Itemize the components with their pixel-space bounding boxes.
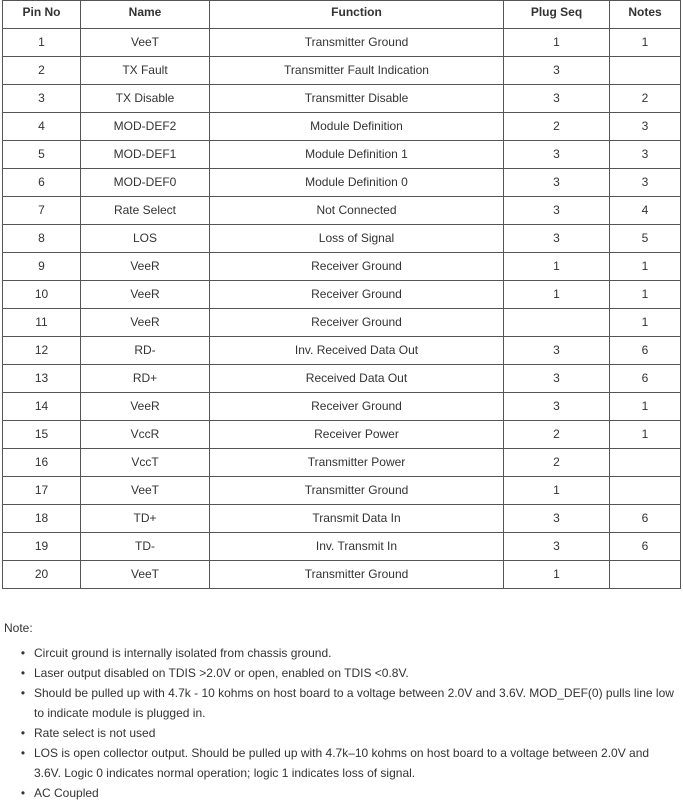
- cell-plug-seq: 3: [504, 533, 610, 561]
- bullet-icon: •: [20, 666, 26, 680]
- bullet-icon: •: [20, 686, 26, 700]
- cell-function: Module Definition: [210, 113, 504, 141]
- table-row: [3, 57, 681, 85]
- cell-notes: 1: [610, 29, 681, 57]
- cell-function: Transmitter Ground: [210, 29, 504, 57]
- cell-plug-seq: [504, 309, 610, 337]
- header-pin-no: Pin No: [3, 1, 81, 29]
- cell-function: Transmitter Fault Indication: [210, 57, 504, 85]
- table-row: [3, 449, 681, 477]
- table-row: [3, 393, 681, 421]
- cell-plug-seq: 3: [504, 337, 610, 365]
- cell-function: Not Connected: [210, 197, 504, 225]
- note-text: AC Coupled: [34, 786, 99, 800]
- cell-name: TD+: [81, 505, 210, 533]
- note-item: [20, 683, 674, 723]
- cell-function: Module Definition 0: [210, 169, 504, 197]
- table-row: [3, 337, 681, 365]
- header-plug-seq: Plug Seq: [504, 1, 610, 29]
- cell-notes: [610, 57, 681, 85]
- cell-notes: 1: [610, 393, 681, 421]
- cell-name: VeeR: [81, 253, 210, 281]
- note-text: Circuit ground is internally isolated from chassis ground.: [34, 646, 332, 660]
- table-row: [3, 365, 681, 393]
- header-name: Name: [81, 1, 210, 29]
- cell-function: Received Data Out: [210, 365, 504, 393]
- header-notes: Notes: [610, 1, 681, 29]
- cell-name: RD-: [81, 337, 210, 365]
- cell-pin-no: 2: [3, 57, 81, 85]
- cell-notes: 6: [610, 505, 681, 533]
- cell-function: Module Definition 1: [210, 141, 504, 169]
- bullet-icon: •: [20, 726, 26, 740]
- cell-pin-no: 16: [3, 449, 81, 477]
- cell-function: Transmitter Power: [210, 449, 504, 477]
- cell-pin-no: 10: [3, 281, 81, 309]
- cell-name: TX Disable: [81, 85, 210, 113]
- cell-plug-seq: 2: [504, 113, 610, 141]
- cell-pin-no: 9: [3, 253, 81, 281]
- cell-notes: 3: [610, 113, 681, 141]
- note-item: [20, 723, 674, 743]
- cell-notes: 1: [610, 309, 681, 337]
- table-row: [3, 85, 681, 113]
- cell-pin-no: 20: [3, 561, 81, 589]
- table-body: [3, 29, 681, 589]
- cell-plug-seq: 3: [504, 197, 610, 225]
- cell-plug-seq: 1: [504, 253, 610, 281]
- cell-pin-no: 8: [3, 225, 81, 253]
- cell-plug-seq: 1: [504, 477, 610, 505]
- table-row: [3, 253, 681, 281]
- table-row: [3, 505, 681, 533]
- cell-notes: 3: [610, 169, 681, 197]
- cell-notes: 6: [610, 337, 681, 365]
- cell-notes: 6: [610, 533, 681, 561]
- cell-notes: 1: [610, 253, 681, 281]
- note-item: [20, 643, 674, 663]
- cell-pin-no: 13: [3, 365, 81, 393]
- cell-function: Inv. Received Data Out: [210, 337, 504, 365]
- cell-function: Loss of Signal: [210, 225, 504, 253]
- cell-function: Receiver Ground: [210, 309, 504, 337]
- cell-pin-no: 12: [3, 337, 81, 365]
- table-row: [3, 309, 681, 337]
- cell-pin-no: 6: [3, 169, 81, 197]
- cell-function: Transmitter Ground: [210, 561, 504, 589]
- cell-function: Receiver Power: [210, 421, 504, 449]
- note-text: Laser output disabled on TDIS >2.0V or open, enabled on TDIS <0.8V.: [34, 666, 409, 680]
- table-row: [3, 533, 681, 561]
- cell-name: RD+: [81, 365, 210, 393]
- bullet-icon: •: [20, 746, 26, 760]
- cell-plug-seq: 1: [504, 29, 610, 57]
- cell-plug-seq: 1: [504, 281, 610, 309]
- cell-notes: [610, 561, 681, 589]
- cell-plug-seq: 3: [504, 505, 610, 533]
- cell-plug-seq: 2: [504, 421, 610, 449]
- cell-name: MOD-DEF0: [81, 169, 210, 197]
- cell-plug-seq: 2: [504, 449, 610, 477]
- cell-notes: 1: [610, 281, 681, 309]
- pin-assignment-table: [2, 0, 681, 589]
- cell-pin-no: 15: [3, 421, 81, 449]
- cell-notes: 2: [610, 85, 681, 113]
- table-row: [3, 561, 681, 589]
- cell-pin-no: 3: [3, 85, 81, 113]
- table-row: [3, 421, 681, 449]
- cell-name: LOS: [81, 225, 210, 253]
- cell-name: MOD-DEF1: [81, 141, 210, 169]
- cell-pin-no: 17: [3, 477, 81, 505]
- cell-function: Transmitter Disable: [210, 85, 504, 113]
- table-row: [3, 197, 681, 225]
- cell-notes: [610, 477, 681, 505]
- cell-function: Inv. Transmit In: [210, 533, 504, 561]
- cell-name: TD-: [81, 533, 210, 561]
- table-row: [3, 477, 681, 505]
- table-row: [3, 225, 681, 253]
- cell-name: VeeR: [81, 309, 210, 337]
- note-item: [20, 663, 674, 683]
- bullet-icon: •: [20, 646, 26, 660]
- cell-function: Receiver Ground: [210, 393, 504, 421]
- cell-plug-seq: 3: [504, 365, 610, 393]
- note-text: LOS is open collector output. Should be pulled up with 4.7k–10 kohms on host board to a voltage between 2.0V and 3.6V. Logic 0 indicates normal operation; logic 1 indicates loss of signal.: [34, 746, 650, 780]
- cell-name: VccT: [81, 449, 210, 477]
- cell-name: TX Fault: [81, 57, 210, 85]
- cell-plug-seq: 3: [504, 57, 610, 85]
- cell-name: VccR: [81, 421, 210, 449]
- table-row: [3, 113, 681, 141]
- notes-title: Note:: [4, 621, 33, 635]
- table-header-row: [3, 1, 681, 29]
- notes-section: [4, 619, 674, 803]
- cell-pin-no: 1: [3, 29, 81, 57]
- cell-function: Receiver Ground: [210, 253, 504, 281]
- table-row: [3, 169, 681, 197]
- cell-name: MOD-DEF2: [81, 113, 210, 141]
- cell-notes: 6: [610, 365, 681, 393]
- cell-pin-no: 19: [3, 533, 81, 561]
- note-item: [20, 743, 674, 783]
- cell-name: VeeT: [81, 477, 210, 505]
- cell-pin-no: 7: [3, 197, 81, 225]
- cell-pin-no: 14: [3, 393, 81, 421]
- cell-pin-no: 11: [3, 309, 81, 337]
- cell-name: VeeT: [81, 561, 210, 589]
- bullet-icon: •: [20, 786, 26, 800]
- note-text: Rate select is not used: [34, 726, 156, 740]
- cell-plug-seq: 3: [504, 393, 610, 421]
- cell-pin-no: 4: [3, 113, 81, 141]
- cell-plug-seq: 3: [504, 85, 610, 113]
- table-row: [3, 29, 681, 57]
- cell-plug-seq: 3: [504, 169, 610, 197]
- cell-function: Transmit Data In: [210, 505, 504, 533]
- cell-name: VeeR: [81, 281, 210, 309]
- table-row: [3, 281, 681, 309]
- cell-notes: [610, 449, 681, 477]
- notes-list: [4, 643, 674, 803]
- cell-notes: 1: [610, 421, 681, 449]
- cell-notes: 3: [610, 141, 681, 169]
- cell-notes: 5: [610, 225, 681, 253]
- cell-name: Rate Select: [81, 197, 210, 225]
- cell-pin-no: 18: [3, 505, 81, 533]
- cell-plug-seq: 3: [504, 225, 610, 253]
- cell-pin-no: 5: [3, 141, 81, 169]
- header-function: Function: [210, 1, 504, 29]
- note-text: Should be pulled up with 4.7k - 10 kohms on host board to a voltage between 2.0V and 3.6V. MOD_DEF(0) pulls line low to indicate module is plugged in.: [34, 686, 674, 720]
- cell-function: Receiver Ground: [210, 281, 504, 309]
- cell-name: VeeT: [81, 29, 210, 57]
- table-row: [3, 141, 681, 169]
- cell-plug-seq: 1: [504, 561, 610, 589]
- cell-notes: 4: [610, 197, 681, 225]
- cell-plug-seq: 3: [504, 141, 610, 169]
- cell-function: Transmitter Ground: [210, 477, 504, 505]
- cell-name: VeeR: [81, 393, 210, 421]
- note-item: [20, 783, 674, 803]
